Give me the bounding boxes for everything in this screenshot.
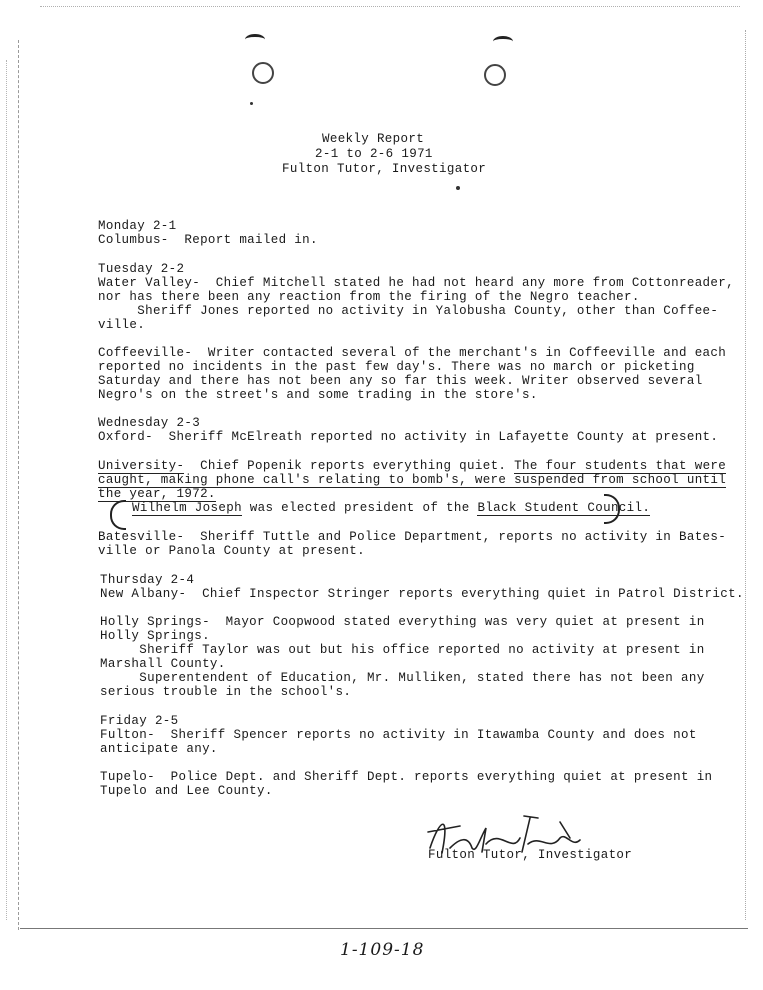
entry-line: Fulton- Sheriff Spencer reports no activity in Itawamba County and does not <box>100 728 697 742</box>
entry-line: Batesville- Sheriff Tuttle and Police Department, reports no activity in Bates- <box>98 530 727 544</box>
entry-line: Sheriff Jones reported no activity in Yalobusha County, other than Coffee- <box>98 304 719 318</box>
entry-line: Superentendent of Education, Mr. Mulliken, stated there has not been any <box>100 671 705 685</box>
day-heading-wednesday: Wednesday 2-3 <box>98 416 201 430</box>
report-title: Weekly Report <box>322 132 425 146</box>
report-dates: 2-1 to 2-6 1971 <box>315 147 433 161</box>
punch-hole-right <box>484 64 506 86</box>
entry-line: ville or Panola County at present. <box>98 544 365 558</box>
punch-hole-left <box>252 62 274 84</box>
entry-line: nor has there been any reaction from the firing of the Negro teacher. <box>98 290 640 304</box>
entry-line: ville. <box>98 318 146 332</box>
entry-line: Negro's on the street's and some trading in the store's. <box>98 388 538 402</box>
entry-line: Tupelo and Lee County. <box>100 784 273 798</box>
entry-line: Sheriff Taylor was out but his office reported no activity at present in <box>100 643 705 657</box>
report-author: Fulton Tutor, Investigator <box>282 162 487 176</box>
day-heading-friday: Friday 2-5 <box>100 714 179 728</box>
entry-line: serious trouble in the school's. <box>100 685 352 699</box>
entry-line: Holly Springs. <box>100 629 210 643</box>
entry-line: Water Valley- Chief Mitchell stated he had not heard any more from Cottonreader, <box>98 276 734 290</box>
day-heading-thursday: Thursday 2-4 <box>100 573 195 587</box>
day-heading-tuesday: Tuesday 2-2 <box>98 262 185 276</box>
underlined-text: Black Student Council. <box>477 501 651 515</box>
signature-typed-name: Fulton Tutor, Investigator <box>428 848 633 862</box>
entry-line: New Albany- Chief Inspector Stringer reports everything quiet in Patrol District. <box>100 587 744 601</box>
page-edge-top <box>40 6 740 7</box>
page-edge-left-outer <box>6 60 8 920</box>
entry-line: Saturday and there has not been any so far this week. Writer observed several <box>98 374 703 388</box>
punch-mark-right <box>493 36 513 47</box>
page-edge-left <box>18 40 20 930</box>
page-number: 1-109-18 <box>340 940 425 960</box>
underlined-text: caught, making phone call's relating to bomb's, were suspended from school until <box>98 473 727 487</box>
handwritten-bracket-right <box>604 494 620 524</box>
page-edge-right <box>745 30 746 920</box>
underlined-text: University- <box>98 459 185 473</box>
entry-line: Oxford- Sheriff McElreath reported no activity in Lafayette County at present. <box>98 430 719 444</box>
entry-line: Tupelo- Police Dept. and Sheriff Dept. reports everything quiet at present in <box>100 770 713 784</box>
speck <box>250 102 253 105</box>
inline-text: was elected president of the <box>241 501 478 515</box>
entry-line <box>98 487 216 501</box>
underlined-text: Wilhelm Joseph <box>132 501 242 515</box>
entry-line: reported no incidents in the past few day's. There was no march or picketing <box>98 360 695 374</box>
entry-line: Marshall County. <box>100 657 226 671</box>
speck <box>456 186 460 190</box>
page-edge-bottom <box>20 928 748 929</box>
underlined-text: the year, 1972. <box>98 487 216 501</box>
inline-text: Chief Popenik reports everything quiet. <box>184 459 515 473</box>
entry-line: Columbus- Report mailed in. <box>98 233 318 247</box>
entry-line-university <box>98 459 726 473</box>
underlined-text: The four students that were <box>514 459 727 473</box>
entry-line: Holly Springs- Mayor Coopwood stated everything was very quiet at present in <box>100 615 705 629</box>
handwritten-bracket-left <box>110 500 126 530</box>
entry-line: anticipate any. <box>100 742 218 756</box>
entry-line <box>98 473 726 487</box>
entry-line <box>132 501 650 515</box>
punch-mark-left <box>245 34 265 45</box>
day-heading-monday: Monday 2-1 <box>98 219 177 233</box>
entry-line: Coffeeville- Writer contacted several of the merchant's in Coffeeville and each <box>98 346 727 360</box>
